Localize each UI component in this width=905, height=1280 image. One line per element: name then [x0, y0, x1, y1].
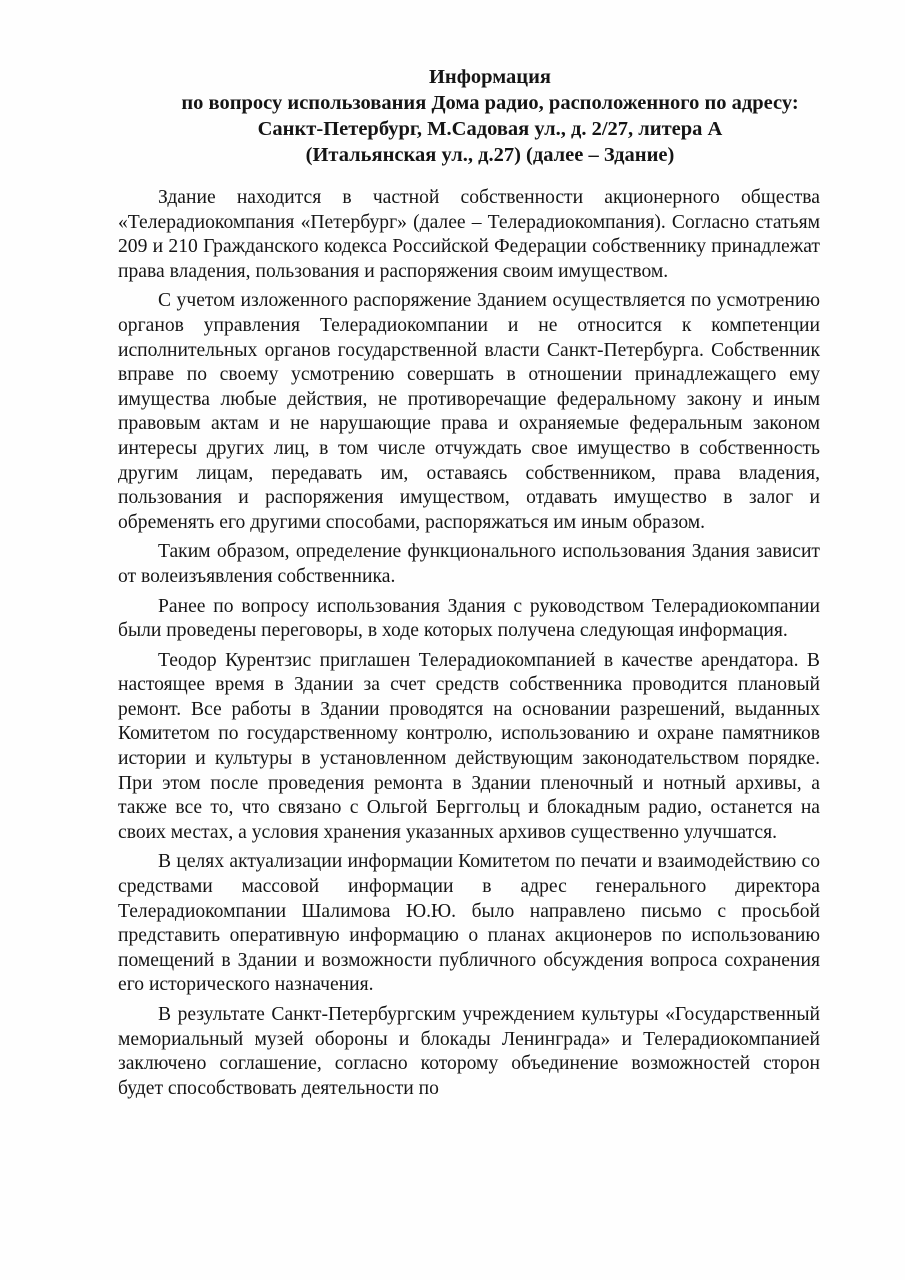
- paragraph-agreement: В результате Санкт-Петербургским учреждением культуры «Государственный мемориальный музей обороны и блокады Ленинграда» и Телерадиокомпанией заключено соглашение, согласно которому объединение возможностей сторон будет способствовать деятельности по: [118, 1004, 820, 1099]
- document-subtitle-line-2: Санкт-Петербург, М.Садовая ул., д. 2/27, литера А: [257, 118, 723, 140]
- document-title: Информация: [428, 66, 552, 88]
- paragraph-tenant-repair: Теодор Курентзис приглашен Телерадиокомпанией в качестве арендатора. В настоящее время в Здании за счет средств собственника проводится плановый ремонт. Все работы в Здании проводятся на основании разрешений, выданных Комитетом по государственному контролю, использованию и охране памятников истории и культуры в установленном действующим законодательством порядке. При этом после проведения ремонта в Здании пленочный и нотный архивы, а также все то, что связано с Ольгой Берггольц и блокадным радио, останется на своих местах, а условия хранения указанных архивов существенно улучшатся.: [118, 649, 820, 843]
- paragraph-committee-letter: В целях актуализации информации Комитетом по печати и взаимодействию со средствами массовой информации в адрес генерального директора Телерадиокомпании Шалимова Ю.Ю. было направлено письмо с просьбой представить оперативную информацию о планах акционеров по использованию помещений в Здании и возможности публичного обсуждения вопроса сохранения его исторического назначения.: [118, 851, 820, 996]
- paragraph-ownership: Здание находится в частной собственности акционерного общества «Телерадиокомпания «Петербург» (далее – Телерадиокомпания). Согласно статьям 209 и 210 Гражданского кодекса Российской Федерации собственнику принадлежат права владения, пользования и распоряжения своим имуществом.: [118, 187, 820, 282]
- paragraph-disposal-rights: С учетом изложенного распоряжение Зданием осуществляется по усмотрению органов управления Телерадиокомпании и не относится к компетенции исполнительных органов государственной власти Санкт-Петербурга. Собственник вправе по своему усмотрению совершать в отношении принадлежащего ему имущества любые действия, не противоречащие федеральному закону и иным правовым актам и не нарушающие права и охраняемые федеральным законом интересы других лиц, в том числе отчуждать свое имущество в собственность другим лицам, передавать им, оставаясь собственником, права владения, пользования и распоряжения имуществом, отдавать имущество в залог и обременять его другими способами, распоряжаться им иным образом.: [118, 290, 820, 533]
- document-header: [110, 64, 870, 168]
- paragraph-negotiations: Ранее по вопросу использования Здания с руководством Телерадиокомпании были проведены переговоры, в ходе которых получена следующая информация.: [118, 595, 820, 642]
- document-body: [118, 186, 820, 1101]
- document-subtitle-line-3: (Итальянская ул., д.27) (далее – Здание): [305, 144, 675, 166]
- document-subtitle-line-1: по вопросу использования Дома радио, расположенного по адресу:: [181, 92, 799, 114]
- paragraph-conclusion: Таким образом, определение функционального использования Здания зависит от волеизъявления собственника.: [118, 541, 820, 587]
